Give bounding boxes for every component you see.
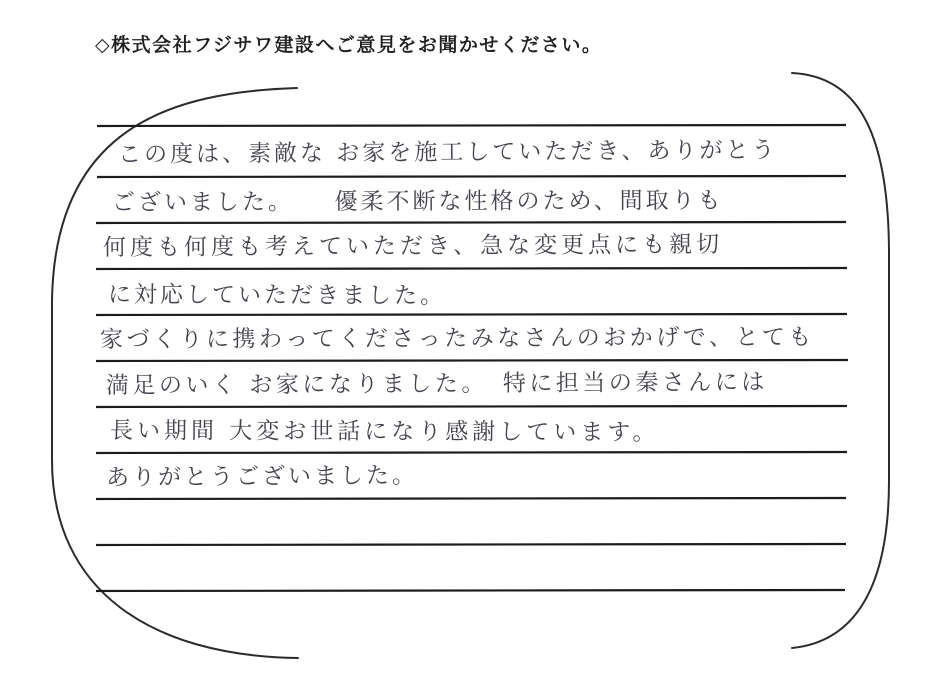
ruled-line <box>96 360 848 361</box>
ruled-line <box>96 314 847 315</box>
handwritten-line-7: 長い期間 大変お世話になり感謝しています。 <box>109 418 660 446</box>
handwritten-line-6: 満足のいく お家になりました。 特に担当の秦さんには <box>105 369 768 399</box>
handwritten-line-2: ございました。 優柔不断な性格のため、間取りも <box>111 187 724 216</box>
ruled-line <box>96 452 847 453</box>
handwritten-line-8: ありがとうございました。 <box>105 462 419 491</box>
handwritten-line-3: 何度も何度も考えていただき、急な変更点にも親切 <box>102 231 724 261</box>
form-heading: ◇株式会社フジサワ建設へご意見をお聞かせください。 <box>95 34 603 56</box>
ruled-line <box>96 590 845 591</box>
ruled-line <box>96 268 847 269</box>
handwritten-line-1: この度は、素敵な お家を施工していただき、ありがとう <box>117 137 778 168</box>
ruled-line <box>96 544 846 545</box>
handwritten-line-5: 家づくりに携わってくださったみなさんのおかげで、とても <box>99 324 815 353</box>
handwritten-line-4: に対応していただきました。 <box>107 282 447 310</box>
ruled-line <box>97 125 846 126</box>
ruled-line <box>97 176 846 177</box>
ruled-line <box>96 498 846 499</box>
ruled-line <box>96 222 846 223</box>
ruled-line <box>96 406 847 407</box>
